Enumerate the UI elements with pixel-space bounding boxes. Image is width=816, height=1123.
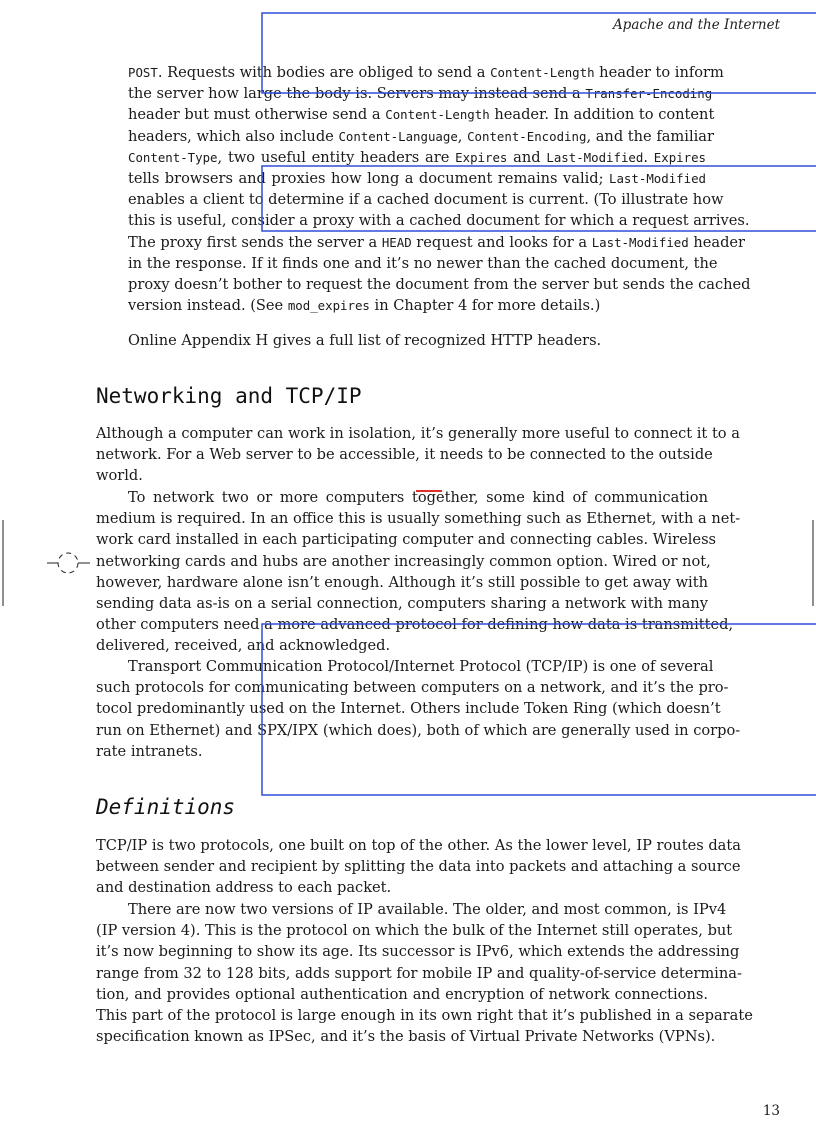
text-line — [96, 444, 713, 465]
text-line — [128, 210, 750, 231]
text-span: tells browsers and proxies how long a document remains valid; — [128, 170, 610, 188]
definitions-paragraph — [96, 835, 741, 899]
code-span: Last-Modified — [546, 149, 644, 165]
text-span: version instead. (See — [128, 297, 288, 315]
text-span: This part of the protocol is large enough in its own right that it’s published in a separate — [96, 1007, 753, 1025]
text-span: header. In addition to content — [489, 106, 715, 124]
text-line — [96, 487, 708, 508]
text-span: request and looks for a — [411, 233, 592, 251]
text-span: run on Ethernet) and SPX/IPX (which does), both of which are generally used in corpo- — [96, 721, 741, 739]
text-span: , two useful entity headers are — [217, 148, 456, 166]
text-line — [96, 677, 729, 698]
text-line — [128, 104, 715, 125]
code-span: mod_expires — [287, 298, 370, 314]
text-line — [128, 126, 714, 147]
text-line — [128, 232, 746, 253]
text-line — [96, 614, 734, 635]
text-line — [96, 877, 708, 898]
running-header: Apache and the Internet — [612, 17, 780, 33]
text-span: , — [457, 127, 468, 145]
text-span: range from 32 to 128 bits, adds support for mobile IP and quality-of-service determina- — [96, 964, 742, 982]
text-span: such protocols for communicating between computers on a network, and it’s the pro- — [96, 679, 729, 697]
text-line — [96, 899, 727, 920]
text-line — [96, 835, 741, 856]
text-span: between sender and recipient by splitting the data into packets and attaching a source — [96, 858, 741, 876]
text-line — [96, 963, 742, 984]
code-span: Content-Length — [385, 107, 490, 123]
text-line — [96, 656, 714, 677]
text-span: header to inform — [594, 64, 724, 81]
text-span: in Chapter 4 for more details.) — [369, 297, 601, 315]
text-span: . Requests with bodies are obliged to send a — [157, 64, 491, 81]
intro-paragraph — [96, 423, 740, 487]
code-span: Transfer-Encoding — [585, 86, 713, 102]
code-span: Expires — [455, 149, 508, 165]
text-span: , and the familiar — [586, 127, 714, 145]
network-medium-paragraph — [96, 487, 741, 657]
text-line — [96, 1005, 753, 1026]
appendix-note — [128, 330, 706, 351]
text-span: it’s now beginning to show its age. Its successor is IPv6, which extends the addressing — [96, 943, 740, 961]
code-span: Content-Type — [128, 149, 218, 165]
text-span: delivered, received, and acknowledged. — [96, 637, 391, 655]
page-number: 13 — [762, 1103, 780, 1119]
code-span: Content-Encoding — [467, 128, 587, 144]
text-line — [128, 168, 706, 189]
code-span: Content-Length — [490, 65, 595, 80]
text-span: Transport Communication Protocol/Internet Protocol (TCP/IP) is one of several — [128, 658, 714, 675]
text-line — [96, 593, 708, 614]
text-line — [96, 698, 721, 719]
text-line — [128, 253, 718, 274]
text-span: Online Appendix H gives a full list of recognized HTTP headers. — [128, 332, 602, 349]
code-span: Expires — [653, 149, 706, 165]
text-span: and — [507, 148, 547, 166]
code-span: Last-Modified — [609, 171, 706, 187]
text-span: enables a client to determine if a cached document is current. (To illustrate how — [128, 191, 724, 209]
text-span: Although a computer can work in isolation, it’s generally more useful to connect it to a — [96, 425, 740, 442]
text-span: the server how large the body is. Servers may instead send a — [128, 85, 586, 103]
code-span: HEAD — [381, 234, 412, 250]
crop-mark-left — [3, 520, 90, 606]
code-span: Content-Language — [338, 128, 458, 144]
text-span: medium is required. In an office this is usually something such as Ethernet, with a net- — [96, 510, 741, 528]
text-line — [96, 529, 717, 550]
text-span: proxy doesn’t bother to request the document from the server but sends the cached — [128, 276, 751, 294]
text-line — [96, 551, 711, 572]
text-span: networking cards and hubs are another increasingly common option. Wired or not, — [96, 552, 711, 570]
text-line — [128, 147, 706, 168]
text-line — [128, 330, 706, 351]
text-span: in the response. If it finds one and it’s no newer than the cached document, the — [128, 254, 718, 272]
headers-paragraph — [128, 62, 751, 316]
ip-versions-paragraph — [96, 899, 753, 1047]
text-span: The proxy first sends the server a — [128, 233, 382, 251]
text-span: headers, which also include — [128, 127, 339, 145]
text-line — [96, 856, 741, 877]
text-span: and destination address to each packet. — [96, 879, 392, 897]
tcpip-paragraph — [96, 656, 741, 762]
text-line — [128, 274, 751, 295]
text-span: To network two or more computers together, some kind of communication — [128, 489, 708, 506]
text-span: tocol predominantly used on the Internet. Others include Token Ring (which doesn’t — [96, 700, 721, 718]
text-span: world. — [96, 467, 143, 485]
text-span: specification known as IPSec, and it’s the basis of Virtual Private Networks (VPNs). — [96, 1028, 716, 1046]
text-line — [96, 508, 741, 529]
code-span: POST — [128, 65, 158, 80]
text-line — [96, 741, 708, 762]
text-line — [96, 635, 708, 656]
text-span: header — [688, 233, 746, 251]
text-span: rate intranets. — [96, 742, 203, 760]
text-line — [128, 295, 706, 316]
section-heading-networking: Networking and TCP/IP — [96, 384, 362, 408]
text-line — [128, 62, 724, 83]
text-line — [128, 83, 713, 104]
text-span: (IP version 4). This is the protocol on which the bulk of the Internet still operates, but — [96, 922, 733, 940]
text-line — [96, 920, 733, 941]
text-span: work card installed in each participating computer and connecting cables. Wireless — [96, 531, 717, 549]
text-span: however, hardware alone isn’t enough. Although it’s still possible to get away with — [96, 573, 708, 591]
text-span: TCP/IP is two protocols, one built on top of the other. As the lower level, IP routes data — [96, 837, 741, 854]
text-span: There are now two versions of IP available. The older, and most common, is IPv4 — [128, 901, 727, 918]
text-span: . — [643, 148, 654, 166]
code-span: Last-Modified — [591, 234, 689, 250]
text-line — [96, 941, 740, 962]
text-line — [96, 984, 708, 1005]
text-span: other computers need a more advanced protocol for defining how data is transmitted, — [96, 616, 734, 634]
text-line — [128, 189, 724, 210]
text-span: header but must otherwise send a — [128, 106, 386, 124]
section-heading-definitions: Definitions — [96, 795, 236, 819]
text-line — [96, 572, 708, 593]
text-span: tion, and provides optional authentication and encryption of network connections. — [96, 985, 708, 1003]
text-line — [96, 465, 708, 486]
text-span: this is useful, consider a proxy with a cached document for which a request arrives. — [128, 212, 750, 230]
text-span: network. For a Web server to be accessible, it needs to be connected to the outside — [96, 446, 713, 464]
text-line — [96, 1026, 716, 1047]
text-span: sending data as-is on a serial connection, computers sharing a network with many — [96, 595, 708, 613]
text-line — [96, 423, 740, 444]
text-line — [96, 720, 741, 741]
